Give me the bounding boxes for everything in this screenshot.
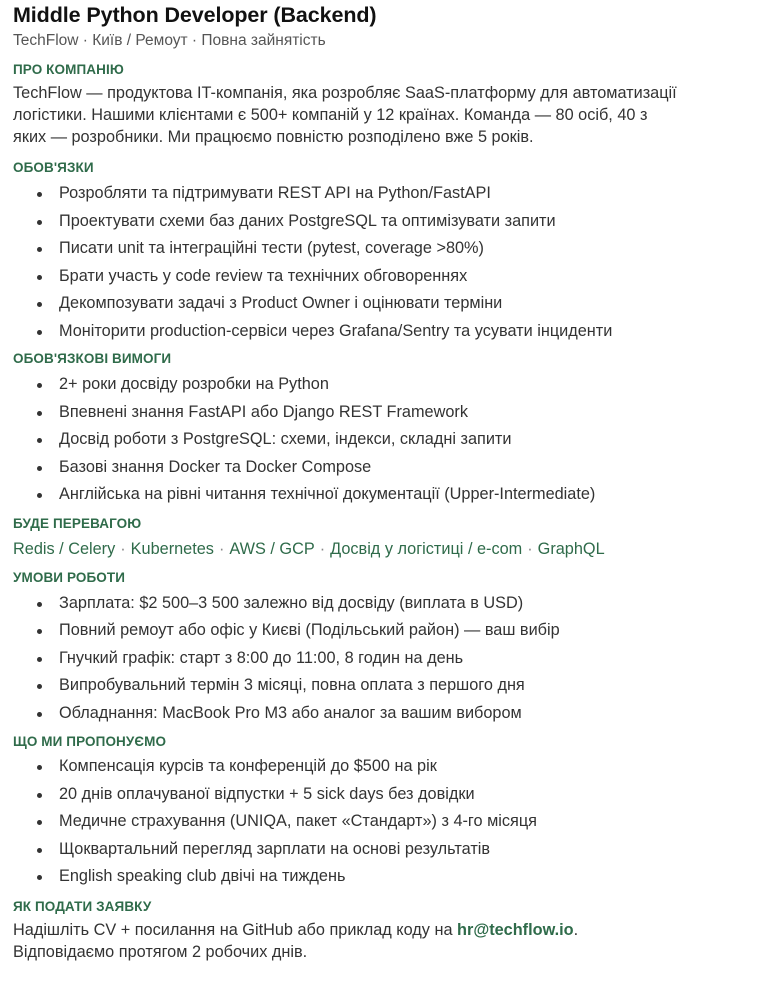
list-item: Базові знання Docker та Docker Compose [13, 454, 761, 482]
conditions-section [13, 569, 761, 728]
about-line-3: яких — розробники. Ми працюємо повністю розподілено вже 5 років. [13, 128, 534, 146]
apply-text-before: Надішліть CV + посилання на GitHub або приклад коду на [13, 920, 458, 939]
tag-separator: · [319, 539, 326, 558]
tag: GraphQL [537, 539, 605, 558]
email-link[interactable]: hr@techflow.io [457, 920, 574, 939]
nice-to-have-tags [13, 537, 761, 561]
duties-list [13, 180, 761, 345]
tag: Redis / Celery [13, 539, 116, 558]
list-item: Писати unit та інтеграційні тести (pytest, coverage >80%) [13, 235, 761, 263]
list-item: Гнучкий графік: старт з 8:00 до 11:00, 8 годин на день [13, 645, 761, 673]
list-item: Випробувальний термін 3 місяці, повна оплата з першого дня [13, 672, 761, 700]
about-line-1: TechFlow — продуктова IT-компанія, яка розробляє SaaS-платформу для автоматизації [13, 84, 677, 102]
tag: AWS / GCP [229, 539, 315, 558]
tag-separator: · [120, 539, 126, 558]
tag-separator: · [218, 539, 225, 558]
conditions-heading: УМОВИ РОБОТИ [13, 569, 126, 585]
requirements-section [13, 350, 761, 509]
list-item: Впевнені знання FastAPI або Django REST Framework [13, 399, 761, 427]
nice-to-have-heading: БУДЕ ПЕРЕВАГОЮ [13, 515, 142, 531]
list-item: 20 днів оплачуваної відпустки + 5 sick days без довідки [13, 781, 761, 809]
list-item: Розробляти та підтримувати REST API на Python/FastAPI [13, 180, 761, 208]
apply-response-time: Відповідаємо протягом 2 робочих днів. [13, 942, 308, 961]
duties-heading: ОБОВ'ЯЗКИ [13, 160, 94, 175]
list-item: English speaking club двічі на тиждень [13, 863, 761, 891]
requirements-list [13, 371, 761, 509]
about-text [13, 82, 761, 148]
requirements-heading: ОБОВ'ЯЗКОВІ ВИМОГИ [13, 351, 172, 366]
list-item: Досвід роботи з PostgreSQL: схеми, індекси, складні запити [13, 426, 761, 454]
about-section [13, 61, 761, 148]
list-item: Щоквартальний перегляд зарплати на основі результатів [13, 836, 761, 864]
apply-section [13, 898, 761, 963]
list-item: Декомпозувати задачі з Product Owner і оцінювати терміни [13, 290, 761, 318]
page-subtitle: TechFlow · Київ / Ремоут · Повна зайнятість [13, 32, 326, 49]
list-item: Зарплата: $2 500–3 500 залежно від досвіду (виплата в USD) [13, 590, 761, 618]
apply-heading: ЯК ПОДАТИ ЗАЯВКУ [13, 898, 152, 914]
tag: Kubernetes [130, 539, 214, 558]
about-heading: ПРО КОМПАНІЮ [13, 62, 124, 77]
offer-list [13, 753, 761, 891]
apply-text [13, 919, 761, 963]
tag: Досвід у логістиці / e-com [330, 539, 523, 558]
list-item: Англійська на рівні читання технічної документації (Upper-Intermediate) [13, 481, 761, 509]
list-item: Проектувати схеми баз даних PostgreSQL та оптимізувати запити [13, 208, 761, 236]
about-line-2: логістики. Нашими клієнтами є 500+ компаній у 12 країнах. Команда — 80 осіб, 40 з [13, 106, 648, 124]
offer-section [13, 733, 761, 891]
duties-section [13, 159, 761, 345]
list-item: 2+ роки досвіду розробки на Python [13, 371, 761, 399]
list-item: Моніторити production-сервіси через Grafana/Sentry та усувати інциденти [13, 318, 761, 346]
conditions-list [13, 590, 761, 728]
offer-heading: ЩО МИ ПРОПОНУЄМО [13, 734, 167, 749]
apply-text-after: . [573, 920, 579, 939]
tag-separator: · [527, 539, 533, 558]
list-item: Компенсація курсів та конференцій до $500 на рік [13, 753, 761, 781]
list-item: Медичне страхування (UNIQA, пакет «Стандарт») з 4-го місяця [13, 808, 761, 836]
list-item: Брати участь у code review та технічних обговореннях [13, 263, 761, 291]
list-item: Обладнання: MacBook Pro M3 або аналог за вашим вибором [13, 700, 761, 728]
page-title: Middle Python Developer (Backend) [13, 3, 377, 27]
nice-to-have-section [13, 515, 761, 561]
list-item: Повний ремоут або офіс у Києві (Подільський район) — ваш вибір [13, 617, 761, 645]
